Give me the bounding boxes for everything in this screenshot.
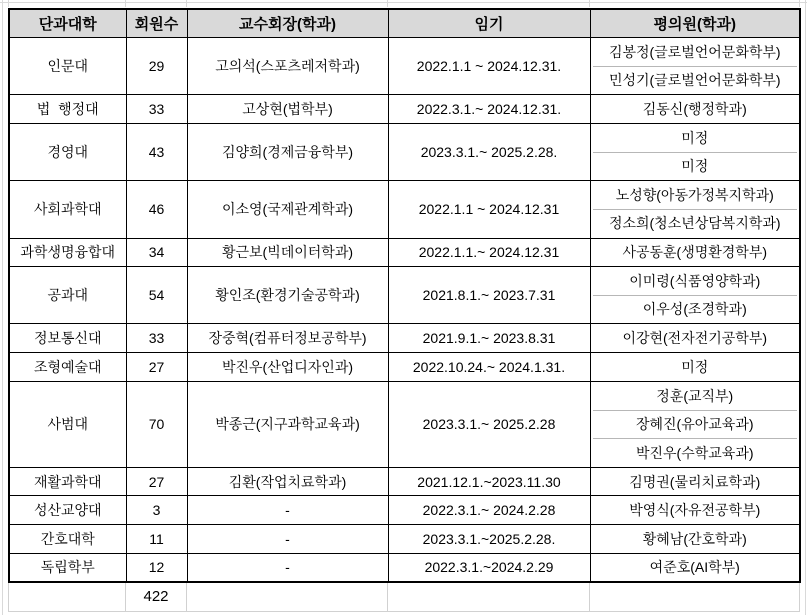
council-cell <box>590 524 800 553</box>
chair-cell: 고의석(스포츠레저학과) <box>187 38 388 95</box>
council-member: 박진우(수학교육과) <box>593 438 798 466</box>
count-cell: 12 <box>126 553 187 582</box>
count-cell: 29 <box>126 38 187 95</box>
council-cell <box>590 353 800 382</box>
table-row-사회과학대 <box>9 181 800 238</box>
college-cell: 경영대 <box>9 123 126 180</box>
term-cell: 2022.3.1.~2024.2.29 <box>388 553 590 582</box>
gridline-tick <box>387 0 388 7</box>
count-cell: 46 <box>126 181 187 238</box>
council-cell <box>590 381 800 467</box>
council-member: 이강현(전자전기공학부) <box>622 330 768 347</box>
table-row-사범대 <box>9 381 800 467</box>
council-member: 정소희(청소년상담복지학과) <box>593 209 798 237</box>
table-row-조형예술대 <box>9 353 800 382</box>
council-member: 박영식(자유전공학부) <box>629 502 761 519</box>
college-cell: 인문대 <box>9 38 126 95</box>
council-member: 장혜진(유아교육과) <box>593 410 798 438</box>
term-cell: 2022.1.1 ~ 2024.12.31. <box>388 38 590 95</box>
count-cell: 34 <box>126 238 187 267</box>
column-header-professor-chair: 교수회장(학과) <box>187 9 388 38</box>
term-cell: 2022.3.1.~ 2024.12.31. <box>388 95 590 124</box>
chair-cell: 박종근(지구과학교육과) <box>187 381 388 467</box>
chair-cell: 고상현(법학부) <box>187 95 388 124</box>
chair-cell: - <box>187 524 388 553</box>
count-cell: 11 <box>126 524 187 553</box>
term-cell: 2022.1.1 ~ 2024.12.31 <box>388 181 590 238</box>
count-cell: 70 <box>126 381 187 467</box>
term-cell: 2023.3.1.~2025.2.28. <box>388 524 590 553</box>
count-cell: 54 <box>126 267 187 324</box>
gridline-tick <box>186 0 187 7</box>
total-row <box>9 583 800 612</box>
gridline-tick <box>125 0 126 7</box>
table-row-공과대 <box>9 267 800 324</box>
council-cell <box>590 238 800 267</box>
total-count-cell: 422 <box>126 583 187 612</box>
council-cell <box>590 553 800 582</box>
count-cell: 33 <box>126 95 187 124</box>
column-header-college: 단과대학 <box>9 9 126 38</box>
gridline-left <box>2 0 3 615</box>
college-cell: 사범대 <box>9 381 126 467</box>
header-row <box>9 9 800 38</box>
council-cell <box>590 38 800 95</box>
table-row-경영대 <box>9 123 800 180</box>
college-cell: 독립학부 <box>9 553 126 582</box>
chair-cell: 김양희(경제금융학부) <box>187 123 388 180</box>
gridline-right <box>805 0 806 615</box>
column-header-council-member: 평의원(학과) <box>590 9 800 38</box>
council-cell <box>590 267 800 324</box>
term-cell: 2023.3.1.~ 2025.2.28 <box>388 381 590 467</box>
chair-cell: - <box>187 553 388 582</box>
term-cell: 2022.10.24.~ 2024.1.31. <box>388 353 590 382</box>
council-member: 김명권(물리치료학과) <box>629 473 761 490</box>
table-row-성산교양대 <box>9 496 800 525</box>
council-cell <box>590 123 800 180</box>
chair-cell: 김환(작업치료학과) <box>187 467 388 496</box>
table-row-법 행정대 <box>9 95 800 124</box>
total-empty-cell <box>9 583 126 612</box>
term-cell: 2022.1.1.~ 2024.12.31 <box>388 238 590 267</box>
chair-cell: 황인조(환경기술공학과) <box>187 267 388 324</box>
term-cell: 2021.12.1.~2023.11.30 <box>388 467 590 496</box>
total-empty-cell <box>187 583 388 612</box>
council-member: 이우성(조경학과) <box>593 295 798 323</box>
council-member: 정훈(교직부) <box>656 387 734 404</box>
table-area <box>8 8 801 612</box>
count-cell: 27 <box>126 467 187 496</box>
table-row-정보통신대 <box>9 324 800 353</box>
council-member: 이미령(식품영양학과) <box>629 273 761 290</box>
term-cell: 2021.8.1.~ 2023.7.31 <box>388 267 590 324</box>
college-cell: 사회과학대 <box>9 181 126 238</box>
count-cell: 33 <box>126 324 187 353</box>
chair-cell: - <box>187 496 388 525</box>
college-cell: 조형예술대 <box>9 353 126 382</box>
table-row-간호대학 <box>9 524 800 553</box>
council-member: 여준호(AI학부) <box>649 559 740 576</box>
council-member: 황혜남(간호학과) <box>642 530 747 547</box>
council-cell <box>590 324 800 353</box>
college-cell: 공과대 <box>9 267 126 324</box>
chair-cell: 장중혁(컴퓨터정보공학부) <box>187 324 388 353</box>
chair-cell: 황근보(빅데이터학과) <box>187 238 388 267</box>
council-member: 미정 <box>681 130 709 147</box>
count-cell: 27 <box>126 353 187 382</box>
council-member: 김봉정(글로벌언어문화학부) <box>608 44 781 61</box>
gridline-tick <box>8 0 9 7</box>
gridline-top <box>0 2 807 3</box>
term-cell: 2021.9.1.~ 2023.8.31 <box>388 324 590 353</box>
council-member: 민성기(글로벌언어문화학부) <box>593 66 798 94</box>
council-cell <box>590 467 800 496</box>
table-row-과학생명융합대 <box>9 238 800 267</box>
count-cell: 43 <box>126 123 187 180</box>
gridline-tick <box>799 0 800 7</box>
council-member: 미정 <box>593 152 798 180</box>
total-table <box>8 583 800 612</box>
council-member: 노성향(아동가정복지학과) <box>615 187 774 204</box>
total-empty-cell <box>590 583 800 612</box>
term-cell: 2023.3.1.~ 2025.2.28. <box>388 123 590 180</box>
table-row-독립학부 <box>9 553 800 582</box>
column-header-term: 임기 <box>388 9 590 38</box>
chair-cell: 박진우(산업디자인과) <box>187 353 388 382</box>
table-row-인문대 <box>9 38 800 95</box>
college-cell: 정보통신대 <box>9 324 126 353</box>
gridline-tick <box>589 0 590 7</box>
council-member: 김동신(행정학과) <box>642 101 747 118</box>
college-cell: 과학생명융합대 <box>9 238 126 267</box>
total-empty-cell <box>388 583 590 612</box>
council-cell <box>590 496 800 525</box>
council-member: 미정 <box>681 358 709 375</box>
council-member: 사공동훈(생명환경학부) <box>622 244 768 261</box>
college-cell: 간호대학 <box>9 524 126 553</box>
column-header-member-count: 회원수 <box>126 9 187 38</box>
college-cell: 재활과학대 <box>9 467 126 496</box>
chair-cell: 이소영(국제관계학과) <box>187 181 388 238</box>
college-cell: 법 행정대 <box>9 95 126 124</box>
term-cell: 2022.3.1.~ 2024.2.28 <box>388 496 590 525</box>
council-cell <box>590 95 800 124</box>
council-cell <box>590 181 800 238</box>
count-cell: 3 <box>126 496 187 525</box>
council-table <box>8 8 801 583</box>
college-cell: 성산교양대 <box>9 496 126 525</box>
table-row-재활과학대 <box>9 467 800 496</box>
